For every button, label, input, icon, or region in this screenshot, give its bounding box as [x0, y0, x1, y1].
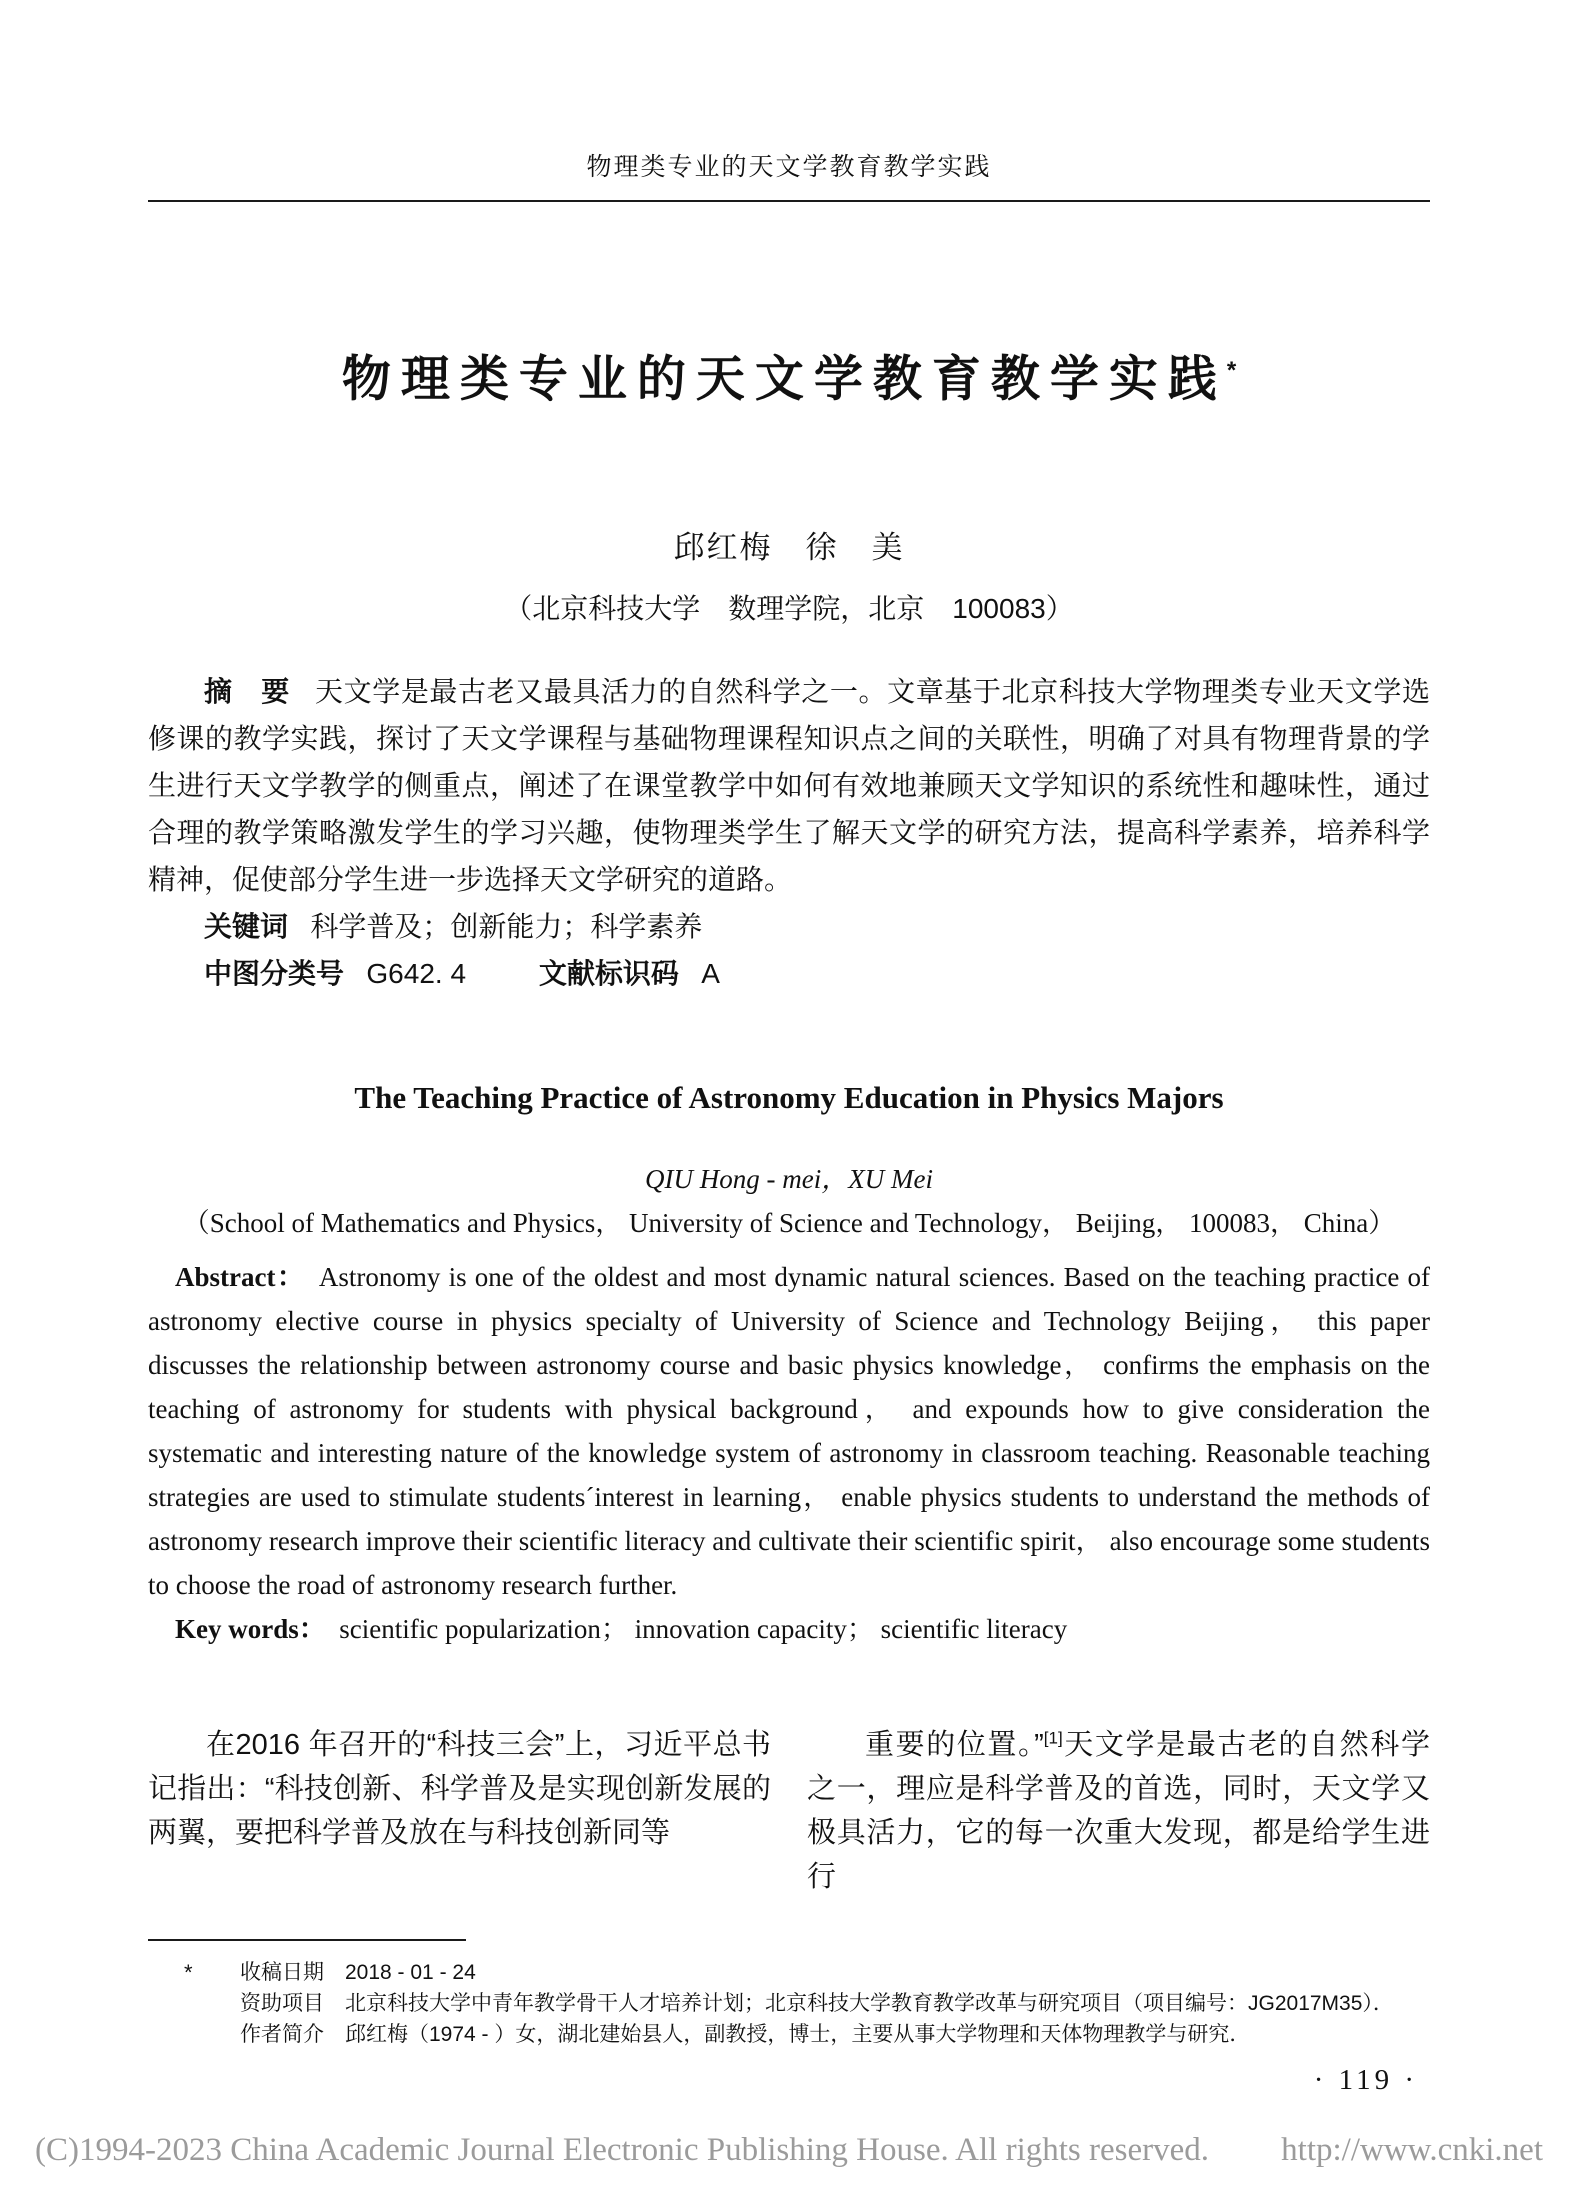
footnote-row-funding — [240, 1988, 1430, 2019]
clc-value: G642. 4 — [366, 958, 467, 990]
authors-cn: 邱红梅 徐 美 — [673, 530, 905, 566]
abstract-cn — [148, 668, 1430, 903]
footnote-rule — [148, 1939, 466, 1941]
header-rule — [148, 200, 1430, 202]
paper-title-text: 物理类专业的天文学教育教学实践 — [341, 352, 1227, 407]
copyright-url[interactable]: http://www.cnki.net — [1281, 2132, 1543, 2168]
abstract-cn-text: 天文学是最古老又最具活力的自然科学之一。文章基于北京科技大学物理类专业天文学选修课的教学实践，探讨了天文学课程与基础物理课程知识点之间的关联性，明确了对具有物理背景的学生进行天文学教学的侧重点，阐述了在课堂教学中如何有效地兼顾天文学知识的系统性和趣味性，通过合理的教学策略激发学生的学习兴趣，使物理类学生了解天文学的研究方法，提高科学素养，培养科学精神，促使部分学生进一步选择天文学研究的道路。 — [148, 676, 1430, 896]
footnote-row-bio — [240, 2019, 1430, 2050]
affiliation-cn: （北京科技大学 数理学院，北京 100083） — [504, 593, 1074, 625]
body-right-pre: 重要的位置。” — [865, 1729, 1044, 1762]
page-number: · 119 · — [1313, 2064, 1418, 2097]
title-footnote-marker: * — [1226, 357, 1237, 384]
body-right-column — [807, 1723, 1430, 1899]
english-keywords-text: scientific popularization； innovation capacity； scientific literacy — [339, 1614, 1068, 1645]
footnote-marker: * — [184, 1960, 193, 1986]
english-abstract-text: Astronomy is one of the oldest and most dynamic natural sciences. Based on the teaching practice of astronomy elective course in physics specialty of University of Science and Technology Beijing， this paper discusses the relationship between astronomy course and basic physics knowledge， confirms the emphasis on the teaching of astronomy for students with physical background， and expounds how to give consideration the systematic and interesting nature of the knowledge system of astronomy in classroom teaching. Reasonable teaching strategies are used to stimulate students´interest in learning， enable physics students to understand the methods of astronomy research improve their scientific literacy and cultivate their scientific spirit， also encourage some students to choose the road of astronomy research further. — [148, 1262, 1430, 1601]
keywords-cn-text: 科学普及；创新能力；科学素养 — [310, 911, 703, 943]
running-head — [148, 150, 1430, 184]
abstract-cn-label: 摘 要 — [204, 676, 290, 708]
doc-code-label: 文献标识码 — [538, 958, 679, 990]
footnote-row-received — [240, 1957, 1430, 1988]
footnote-text: 2018 - 01 - 24 — [345, 1961, 476, 1985]
body-right-post: 天文学是最古老的自然科学之一，理应是科学普及的首选，同时，天文学又极具活力，它的每一次重大发现，都是给学生进行 — [807, 1729, 1430, 1894]
citation-marker: [1] — [1043, 1728, 1063, 1748]
english-keywords-label: Key words： — [175, 1614, 326, 1645]
footnote-label: 收稿日期 — [240, 1961, 324, 1985]
abstract-cn-block — [148, 668, 1430, 997]
footnote-text: 北京科技大学中青年教学骨干人才培养计划；北京科技大学教育教学改革与研究项目（项目编号：JG2017M35）． — [345, 1992, 1394, 2016]
footnote-label: 作者简介 — [240, 2023, 324, 2047]
paper-title — [148, 340, 1430, 410]
english-keywords — [148, 1607, 1430, 1651]
doc-code-value: A — [701, 958, 720, 990]
keywords-cn-label: 关键词 — [204, 911, 289, 943]
english-authors: QIU Hong - mei，XU Mei — [645, 1164, 933, 1195]
body-left-column: 在2016 年召开的“科技三会”上，习近平总书记指出：“科技创新、科学普及是实现创新发展的两翼，要把科学普及放在与科技创新同等 — [148, 1729, 771, 1850]
keywords-cn — [148, 903, 1430, 950]
body-columns — [148, 1723, 1430, 1899]
footnote — [148, 1957, 1430, 2050]
running-head-text: 物理类专业的天文学教育教学实践 — [586, 153, 992, 181]
english-abstract — [148, 1255, 1430, 1607]
footnote-text: 邱红梅（1974 - ）女，湖北建始县人，副教授，博士，主要从事大学物理和天体物理教学与研究． — [345, 2023, 1251, 2047]
copyright-bar — [35, 2132, 1543, 2169]
footnote-label: 资助项目 — [240, 1992, 324, 2016]
english-title: The Teaching Practice of Astronomy Education in Physics Majors — [354, 1080, 1224, 1116]
copyright-text: (C)1994-2023 China Academic Journal Electronic Publishing House. All rights reserved. — [35, 2132, 1210, 2168]
english-abstract-label: Abstract： — [175, 1262, 306, 1293]
clc-label: 中图分类号 — [204, 958, 345, 990]
english-affiliation: （School of Mathematics and Physics， University of Science and Technology， Beijing， 100083， China） — [182, 1208, 1396, 1239]
clc-line — [148, 950, 1430, 997]
